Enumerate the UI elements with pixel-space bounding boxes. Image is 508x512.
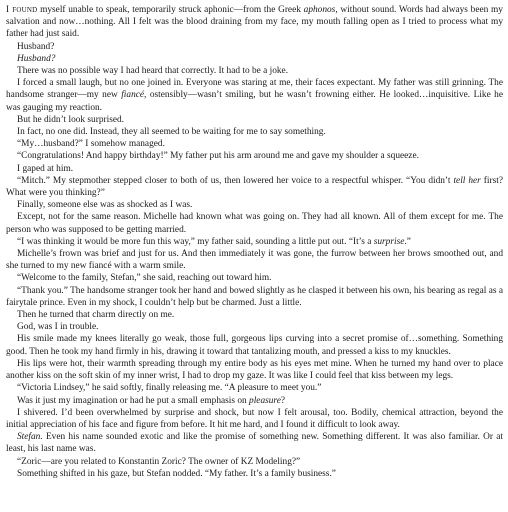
paragraph — [6, 4, 503, 41]
text-run: “Victoria Lindsey,” he said softly, finally releasing me. “A pleasure to meet you.” — [17, 383, 322, 394]
paragraph — [6, 395, 503, 407]
paragraph — [6, 53, 503, 65]
paragraph — [6, 309, 503, 321]
text-run: Except, not for the same reason. Michelle had known what was going on. They had all known. All of them except for me. The person who was supposed to be getting married. — [6, 212, 503, 235]
text-run: His lips were hot, their warmth spreading through my entire body as his eyes met mine. When he turned my hand over to place another kiss on the soft skin of my inner wrist, I had to drop my gaze. It was like I could feel that kiss between my legs. — [6, 358, 503, 382]
paragraph — [6, 285, 503, 309]
small-caps-text: I found — [6, 5, 38, 15]
text-run: Michelle’s frown was brief and just for us. And then immediately it was gone, the furrow between her brows smoothed out, and she turned to my new fiancé with a warm smile. — [6, 249, 503, 272]
paragraph — [6, 175, 503, 199]
book-page — [6, 4, 503, 480]
paragraph — [6, 150, 503, 162]
paragraph — [6, 211, 503, 235]
paragraph — [6, 431, 503, 455]
paragraph — [6, 114, 503, 126]
paragraph — [6, 358, 503, 382]
text-run: , ostensibly—wasn’t smiling, but he wasn’t frowning either. He looked…inquisitive. Like he was gauging my reaction. — [6, 90, 503, 113]
text-run: Husband? — [17, 41, 55, 52]
text-run: In fact, no one did. Instead, they all seemed to be waiting for me to say something. — [17, 127, 326, 138]
paragraph — [6, 126, 503, 138]
text-run: God, was I in trouble. — [17, 322, 99, 333]
text-run: ? — [280, 395, 286, 406]
text-run: Even his name sounded exotic and like the promise of something new. Something different. It was also familiar. Or at least, his last name was. — [6, 432, 503, 455]
text-run: I gaped at him. — [17, 163, 74, 174]
text-run: I shivered. I’d been overwhelmed by surprise and shock, but now I felt arousal, too. Bodily, chemical attraction, beyond the initial appreciation of his face and figure from before. It hit me hard, and I found it difficult to look away. — [6, 407, 503, 430]
paragraph — [6, 321, 503, 333]
paragraph — [6, 333, 503, 357]
italic-text: Stefan. — [17, 432, 43, 443]
italic-text: aphonos — [303, 5, 336, 15]
text-run: There was no possible way I had heard that correctly. It had to be a joke. — [17, 66, 289, 77]
paragraph — [6, 468, 503, 480]
paragraph — [6, 138, 503, 150]
text-run: “Congratulations! And happy birthday!” My father put his arm around me and gave my shoulder a squeeze. — [17, 151, 419, 162]
italic-text: tell her — [453, 175, 481, 186]
paragraph — [6, 199, 503, 211]
text-run: first? What were you thinking?” — [6, 175, 503, 199]
italic-text: surprise — [373, 236, 405, 247]
paragraph — [6, 272, 503, 284]
paragraph — [6, 456, 503, 468]
text-run: “Mitch.” My stepmother stepped closer to both of us, then lowered her voice to a respectful whisper. “You didn’t — [17, 175, 454, 186]
italic-text: Husband? — [17, 53, 56, 64]
text-run: “I was thinking it would be more fun this way,” my father said, sounding a little put out. “It’s a — [17, 236, 374, 247]
paragraph — [6, 65, 503, 77]
text-run: myself unable to speak, temporarily struck aphonic—from the Greek — [37, 5, 304, 15]
text-run: But he didn’t look surprised. — [17, 114, 125, 125]
italic-text: pleasure — [249, 395, 281, 406]
text-run: “Welcome to the family, Stefan,” she said, reaching out toward him. — [17, 273, 272, 284]
text-run: “Thank you.” The handsome stranger took her hand and bowed slightly as he clasped it between his own, his bearing as regal as a fairytale prince. Even in my shock, I couldn’t help but be charmed. Just a little. — [6, 285, 503, 308]
text-run: Then he turned that charm directly on me. — [17, 310, 175, 321]
text-run: .” — [404, 236, 411, 247]
text-run: Finally, someone else was as shocked as I was. — [17, 200, 193, 211]
text-run: His smile made my knees literally go weak, those full, gorgeous lips curving into a secret promise of…something. Something good. Then he took my hand firmly in his, drawing it toward that tantalizing mouth, and pressed a kiss to my knuckles. — [6, 334, 503, 357]
paragraph — [6, 248, 503, 272]
text-run: “Zoric—are you related to Konstantin Zoric? The owner of KZ Modeling?” — [17, 456, 301, 467]
text-run: “My…husband?” I somehow managed. — [17, 139, 165, 150]
paragraph — [6, 407, 503, 431]
text-run: , without sound. Words had always been my salvation and now…nothing. All I felt was the blood draining from my face, my mouth falling open as I tried to process what my father had just said. — [6, 5, 503, 40]
text-run: I forced a small laugh, but no one joined in. Everyone was staring at me, their faces expectant. My father was still grinning. The handsome stranger—my new — [6, 78, 503, 101]
italic-text: fiancé — [121, 90, 145, 101]
paragraph — [6, 163, 503, 175]
paragraph — [6, 77, 503, 114]
text-run: Was it just my imagination or had he put a small emphasis on — [17, 395, 250, 406]
paragraph — [6, 41, 503, 53]
paragraph — [6, 236, 503, 248]
text-run: Something shifted in his gaze, but Stefan nodded. “My father. It’s a family business.” — [17, 468, 336, 479]
paragraph — [6, 382, 503, 394]
